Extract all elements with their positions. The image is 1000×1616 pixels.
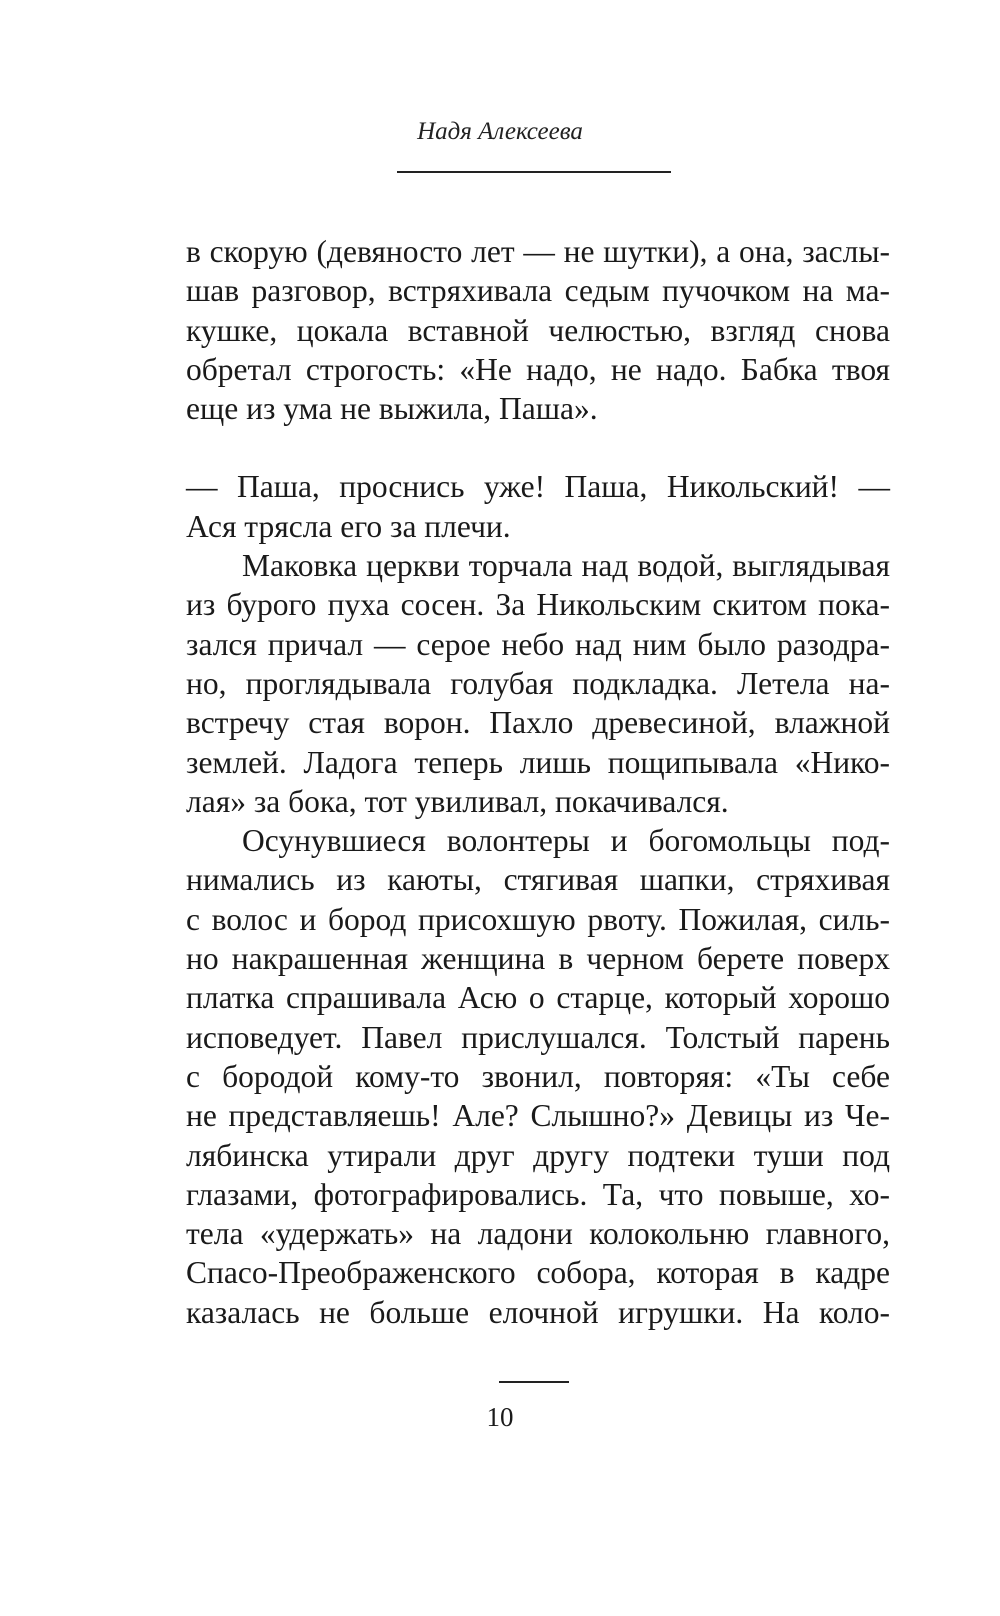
text-line: Маковка церкви торчала над водой, выглядывая [242, 548, 890, 584]
text-line: обретал строгость: «Не надо, не надо. Бабка твоя [186, 351, 890, 387]
text-line: с волос и бород присохшую рвоту. Пожилая, силь- [186, 901, 890, 937]
text-line: из бурого пуха сосен. За Никольским скитом пока- [186, 587, 890, 623]
section-break [186, 428, 890, 467]
text-line: но, проглядывала голубая подкладка. Летела на- [186, 665, 890, 701]
header-rule [397, 171, 671, 173]
text-line: Спасо-Преображенского собора, которая в кадре [186, 1255, 890, 1291]
body-text [186, 232, 890, 1332]
text-line: исповедует. Павел прислушался. Толстый парень [186, 1019, 890, 1055]
text-line: лябинска утирали друг другу подтеки туши под [186, 1137, 890, 1173]
text-line: в скорую (девяносто лет — не шутки), а она, заслы- [186, 234, 890, 269]
text-line: лая» за бока, тот увиливал, покачивался. [186, 783, 729, 819]
text-line: глазами, фотографировались. Та, что повыше, хо- [186, 1176, 890, 1212]
text-line: не представляешь! Але? Слышно?» Девицы из Че- [186, 1098, 890, 1134]
text-line: зался причал — серое небо над ним было разодра- [186, 626, 890, 662]
text-line: еще из ума не выжила, Паша». [186, 391, 598, 427]
text-line: но накрашенная женщина в черном берете поверх [186, 941, 890, 977]
paragraph [186, 232, 890, 428]
text-line: кушке, цокала вставной челюстью, взгляд снова [186, 312, 890, 348]
text-line: — Паша, проснись уже! Паша, Никольский! — [186, 469, 890, 505]
running-head-author: Надя Алексеева [417, 118, 583, 145]
text-line: Ася трясла его за плечи. [186, 508, 511, 544]
text-line: с бородой кому-то звонил, повторяя: «Ты себе [186, 1058, 890, 1094]
text-line: встречу стая ворон. Пахло древесиной, влажной [186, 705, 890, 741]
text-line: платка спрашивала Асю о старце, который хорошо [186, 980, 890, 1016]
text-line: Осунувшиеся волонтеры и богомольцы под- [242, 823, 890, 859]
text-line: землей. Ладога теперь лишь пощипывала «Нико- [186, 744, 890, 780]
text-line: нимались из каюты, стягивая шапки, стряхивая [186, 862, 890, 898]
footer-rule [499, 1381, 569, 1383]
paragraph [186, 546, 890, 821]
text-line: тела «удержать» на ладони колокольню главного, [186, 1216, 890, 1252]
paragraph [186, 467, 890, 546]
paragraph [186, 821, 890, 1332]
text-line: шав разговор, встряхивала седым пучочком на ма- [186, 273, 890, 309]
text-line: казалась не больше елочной игрушки. На коло- [186, 1294, 890, 1330]
page-number: 10 [486, 1402, 514, 1432]
